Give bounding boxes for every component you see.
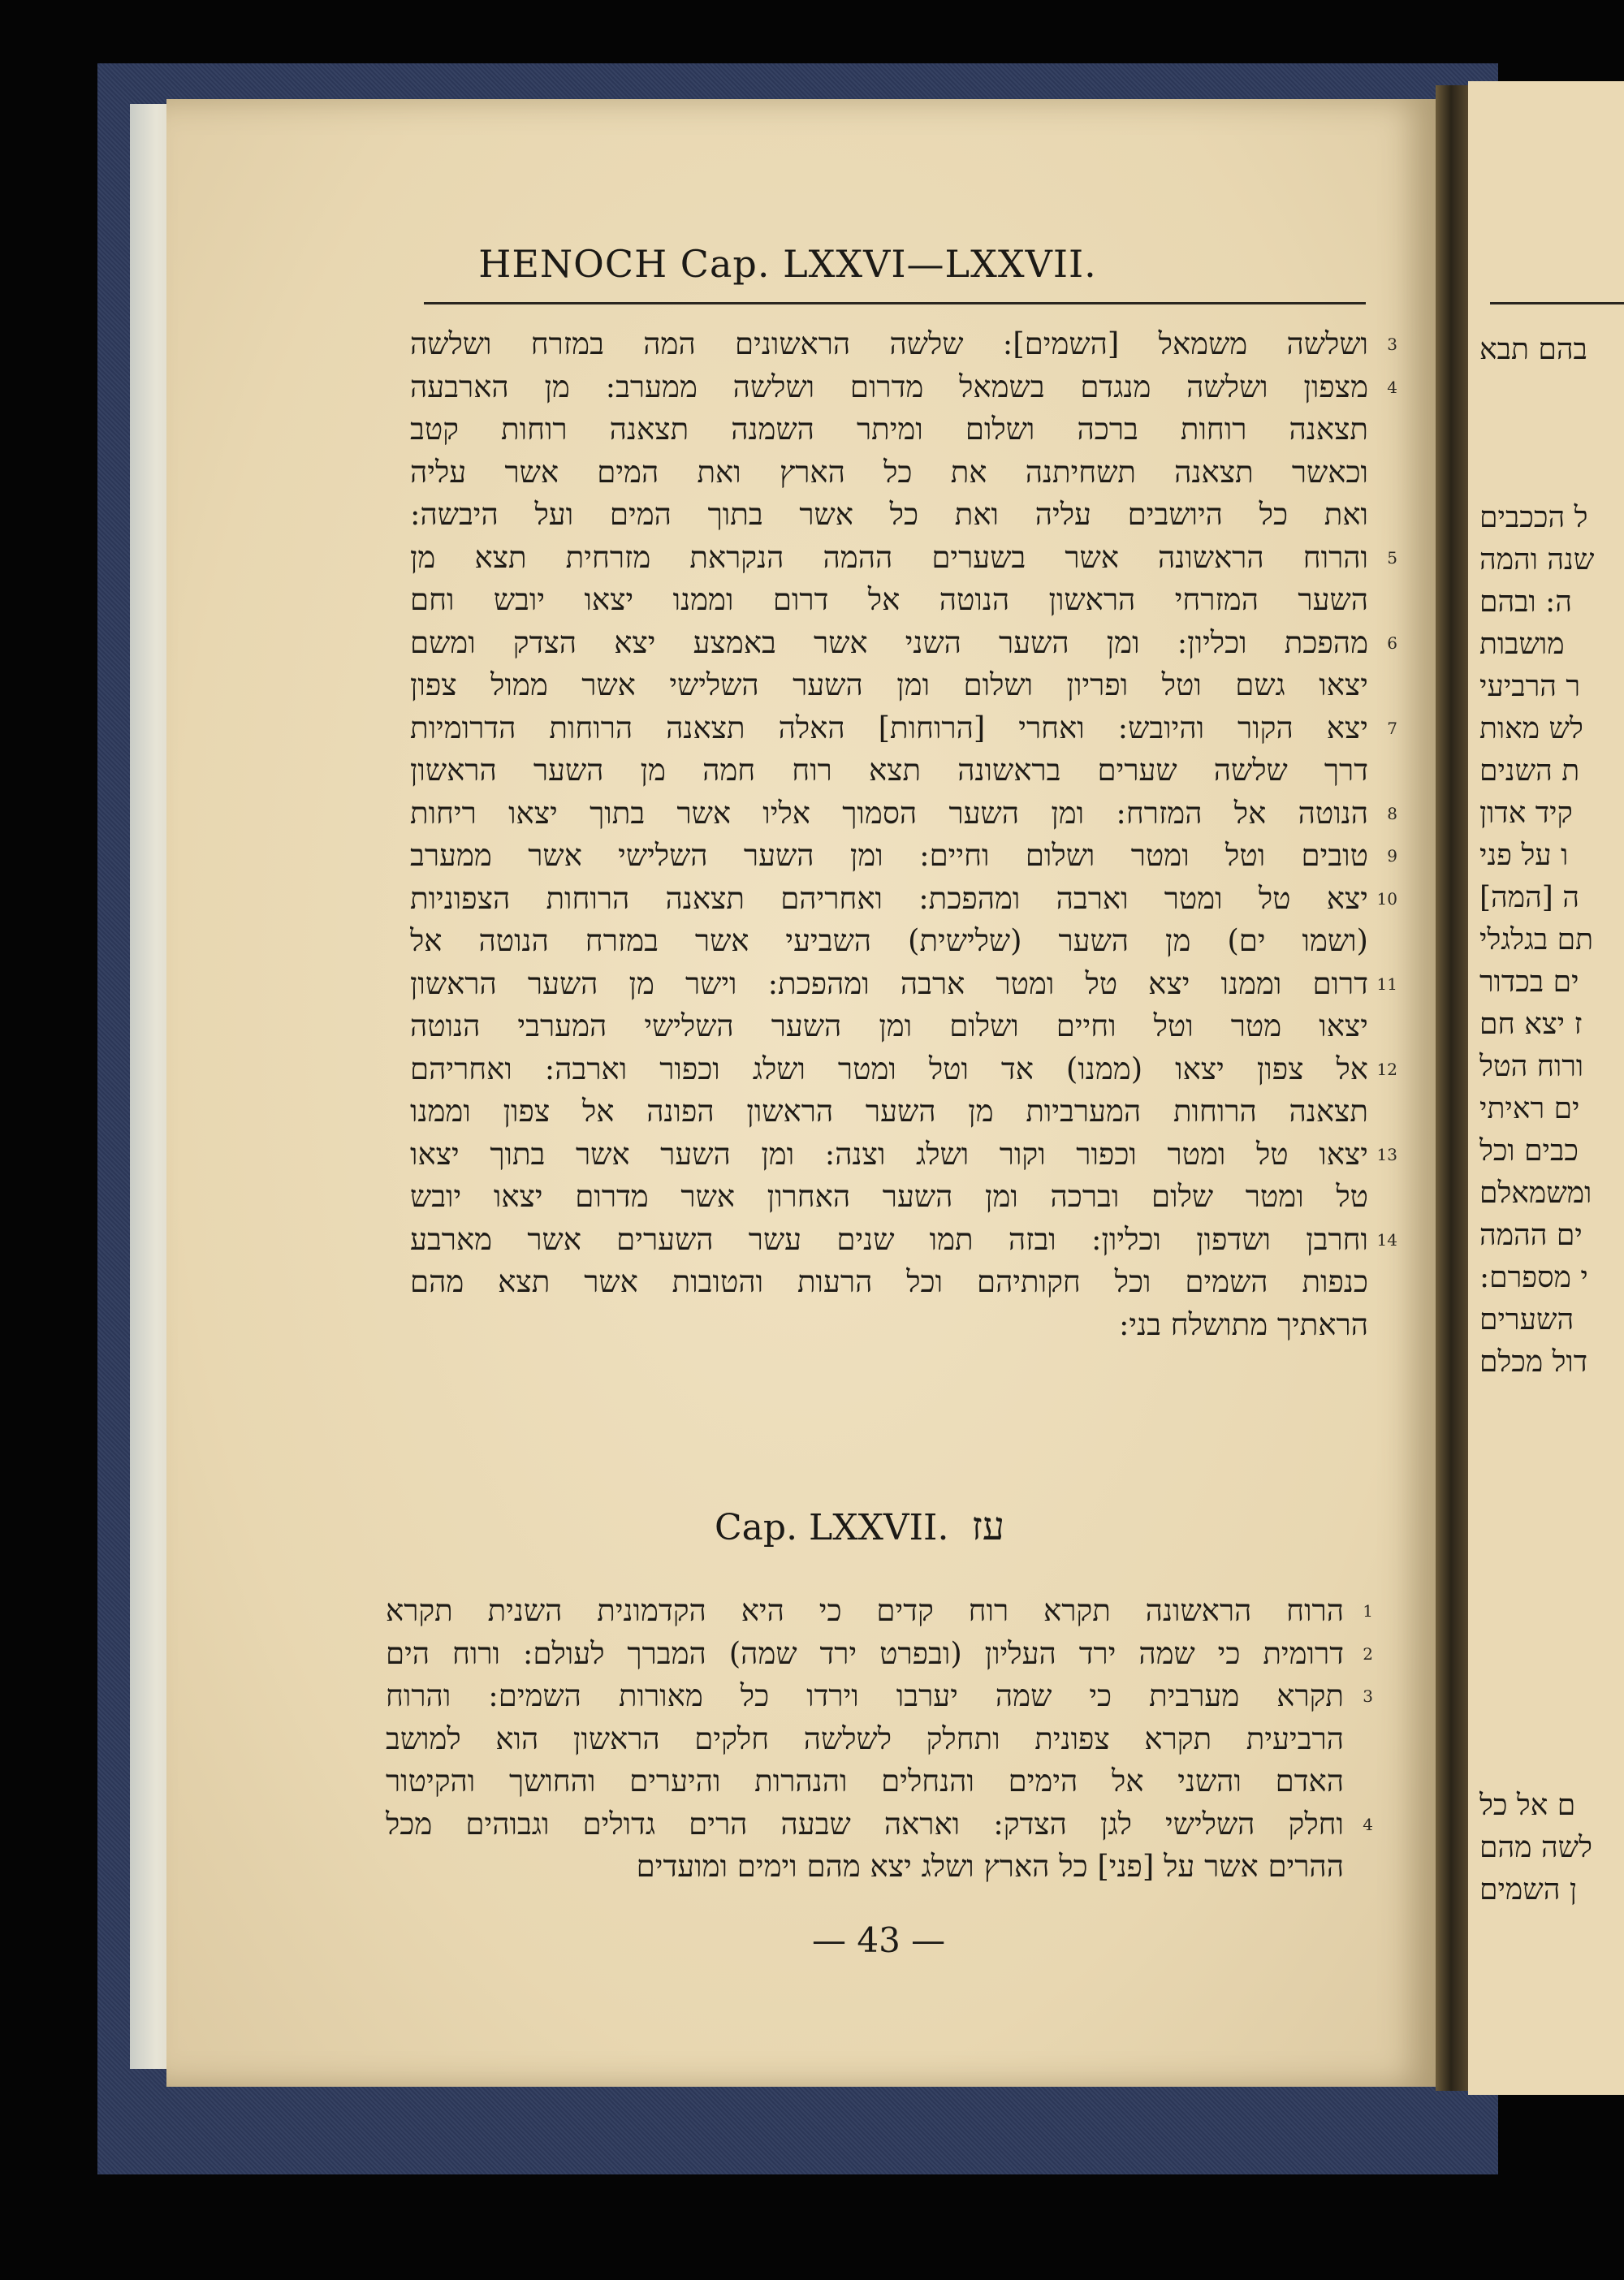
- text-line: [386, 1846, 1393, 1889]
- facing-page-text-top: [1479, 329, 1624, 371]
- facing-page-line: שנה והמה: [1479, 543, 1595, 576]
- text-line: [410, 579, 1417, 622]
- chapter-heading: [715, 1504, 1004, 1549]
- text-line: [410, 749, 1417, 792]
- text-line: [410, 1304, 1417, 1347]
- line-text: מהפכת וכליון: ומן השער השני אשר באמצע יצא הצדק ומשם: [410, 624, 1368, 660]
- text-line: [386, 1718, 1393, 1761]
- line-text: כנפות השמים וכל חקותיהם וכל הרעות והטובות אשר תצא מהם: [410, 1264, 1368, 1299]
- text-line: [410, 1219, 1417, 1262]
- text-line: [410, 878, 1417, 921]
- facing-page-line: ומשמאלם: [1479, 1177, 1592, 1210]
- text-line: [386, 1590, 1393, 1633]
- text-line: [410, 1176, 1417, 1219]
- line-text: ושלשה משמאל [השמים]: שלשה הראשונים המה במזרח ושלשה: [410, 326, 1368, 361]
- text-line: [410, 664, 1417, 707]
- facing-page-line: השערים: [1479, 1303, 1574, 1336]
- chapter-76-text: [410, 323, 1417, 1346]
- facing-page-line: י מספרם:: [1479, 1261, 1588, 1294]
- line-text: דרום וממנו יצא טל ומטר ארבה ומהפכת: וישר מן השער הראשון: [410, 965, 1368, 1001]
- facing-page-line: ת השנים: [1479, 754, 1580, 788]
- line-text: והרוח הראשונה אשר בשערים ההמה הנקראת מזרחית תצא מן: [410, 539, 1368, 575]
- verse-number: 14: [1376, 1229, 1397, 1250]
- page-number: — 43 —: [812, 1920, 946, 1960]
- line-text: הרביעית תקרא צפונית ותחלק לשלשה חלקים הראשון הוא למושב: [386, 1721, 1344, 1756]
- line-text: תקרא מערבית כי שמה יערבו וירדו כל מאורות השמים: והרוח: [386, 1678, 1344, 1713]
- line-text: יצא הקור והיובש: ואחרי [הרוחות] האלה תצאנה הרוחות הדרומיות: [410, 710, 1368, 745]
- verse-number: 4: [1387, 377, 1397, 397]
- verse-number: 2: [1363, 1643, 1373, 1664]
- text-line: [410, 1048, 1417, 1091]
- verse-number: 6: [1387, 633, 1397, 653]
- verse-number: 13: [1376, 1144, 1397, 1164]
- facing-page-text-bottom: [1479, 1785, 1624, 1911]
- facing-page-line: תם בגלגלי: [1479, 923, 1594, 956]
- text-line: [410, 323, 1417, 366]
- facing-page-line: ן השמים: [1479, 1873, 1578, 1906]
- text-line: [386, 1803, 1393, 1846]
- line-text: מצפון ושלשה מנגדם בשמאל מדרום ושלשה ממערב: מן הארבעה: [410, 369, 1368, 404]
- facing-page-line: ה: ובהם: [1479, 585, 1573, 619]
- text-line: [410, 1261, 1417, 1304]
- verse-number: 12: [1376, 1059, 1397, 1079]
- text-line: [410, 537, 1417, 580]
- verse-number: 5: [1387, 547, 1397, 568]
- line-text: תצאנה רוחות ברכה ושלום ומיתר השמנה תצאנה רוחות קטב: [410, 412, 1368, 447]
- facing-page-line: ל הככבים: [1479, 501, 1588, 534]
- text-line: [386, 1633, 1393, 1676]
- facing-page-line: דול מכלם: [1479, 1345, 1588, 1379]
- text-line: [410, 408, 1417, 451]
- text-line: [410, 1005, 1417, 1048]
- text-line: [410, 792, 1417, 836]
- line-text: וחרבן ושדפון וכליון: ובזה תמו שנים עשר השערים אשר מארבע: [410, 1221, 1368, 1257]
- text-line: [410, 707, 1417, 750]
- text-line: [386, 1675, 1393, 1718]
- line-text: יצא טל ומטר וארבה ומהפכת: ואחריהם תצאנה הרוחות הצפוניות: [410, 880, 1368, 916]
- line-text: יצאו מטר וטל וחיים ושלום ומן השער השלישי המערבי הנוטה: [410, 1008, 1368, 1043]
- verse-number: 1: [1363, 1601, 1373, 1621]
- line-text: האדם והשני אל הימים והנחלים והנהרות והיערים והחושך והקיטור: [386, 1764, 1344, 1799]
- facing-page-line: כבים וכל: [1479, 1134, 1579, 1168]
- text-line: [410, 366, 1417, 409]
- chapter-77-text: [386, 1590, 1393, 1889]
- header-rule: [424, 302, 1366, 304]
- facing-page-line: ים ראיתי: [1479, 1092, 1580, 1125]
- facing-page-line: ה [המה]: [1479, 881, 1579, 914]
- line-text: וחלק השלישי לגן הצדק: ואראה שבעה הרים גדולים וגבוהים מכל: [386, 1806, 1344, 1842]
- line-text: ההרים אשר על [פני] כל הארץ ושלג יצא מהם וימים ומועדים: [636, 1849, 1344, 1884]
- facing-page-line: ר הרביעי: [1479, 670, 1581, 703]
- line-text: דרך שלשה שערים בראשונה תצא רוח חמה מן השער הראשון: [410, 753, 1368, 788]
- verse-number: 4: [1363, 1814, 1373, 1834]
- line-text: תצאנה הרוחות המערביות מן השער הראשון הפונה אל צפון וממנו: [410, 1094, 1368, 1129]
- line-text: הנוטה אל המזרח: ומן השער הסמוך אליו אשר בתוך יצאו ריחות: [410, 795, 1368, 831]
- text-line: [386, 1760, 1393, 1803]
- text-line: [410, 920, 1417, 963]
- text-line: [410, 451, 1417, 494]
- line-text: יצאו טל ומטר וכפור וקור ושלג וצנה: ומן השער אשר בתוך יצאו: [410, 1136, 1368, 1172]
- text-line: [410, 963, 1417, 1006]
- line-text: ואת כל היושבים עליה ואת כל אשר בתוך המים ועל היבשה:: [410, 497, 1368, 532]
- facing-page-line: ים ההמה: [1479, 1219, 1583, 1252]
- verse-number: 11: [1376, 974, 1397, 994]
- line-text: הראתיך מתושלח בני:: [1118, 1306, 1368, 1342]
- text-line: [410, 835, 1417, 878]
- facing-page-line: ם אל כל: [1479, 1789, 1576, 1822]
- facing-page-line: לשה מהם: [1479, 1831, 1592, 1864]
- verse-number: 8: [1387, 803, 1397, 823]
- facing-header-rule: [1490, 302, 1624, 304]
- facing-page-line: בהם תבא: [1479, 333, 1587, 366]
- verse-number: 9: [1387, 846, 1397, 866]
- chapter-heading-hebrew: עז: [971, 1504, 1004, 1549]
- facing-page-text-middle: [1479, 497, 1624, 1384]
- verse-number: 10: [1376, 888, 1397, 909]
- line-text: יצאו גשם וטל ופריון ושלום ומן השער השלישי אשר ממול צפון: [410, 667, 1368, 702]
- line-text: דרומית כי שמה ירד העליון (ובפרט ירד שמה) המברך לעולם: ורוח הים: [386, 1635, 1344, 1671]
- book-gutter: [1436, 85, 1470, 2091]
- line-text: השער המזרחי הראשון הנוטה אל דרום וממנו יצאו יובש וחם: [410, 582, 1368, 617]
- verse-number: 3: [1363, 1686, 1373, 1706]
- text-line: [410, 494, 1417, 537]
- facing-page-line: קיד אדון: [1479, 797, 1573, 830]
- line-text: אל צפון יצאו (ממנו) אד וטל ומטר ושלג וכפור וארבה: ואחריהם: [410, 1051, 1368, 1086]
- line-text: וכאשר תצאנה תשחיתנה את כל הארץ ואת המים אשר עליה: [410, 454, 1368, 490]
- chapter-heading-latin: Cap. LXXVII.: [715, 1507, 949, 1548]
- line-text: (ושמו ים) מן השער (שלישית) השביעי אשר במזרח הנוטה אל: [410, 923, 1368, 958]
- facing-page-line: ו על פני: [1479, 839, 1569, 872]
- text-line: [410, 1090, 1417, 1134]
- text-line: [410, 622, 1417, 665]
- line-text: טובים וטל ומטר ושלום וחיים: ומן השער השלישי אשר ממערב: [410, 838, 1368, 873]
- line-text: הרוח הראשונה תקרא רוח קדים כי היא הקדמונית השנית תקרא: [386, 1593, 1344, 1628]
- facing-page-line: לש מאות: [1479, 712, 1583, 745]
- verse-number: 7: [1387, 718, 1397, 738]
- text-line: [410, 1134, 1417, 1177]
- facing-page-line: ז יצא חם: [1479, 1008, 1583, 1041]
- verse-number: 3: [1387, 335, 1397, 354]
- running-header: HENOCH Cap. LXXVI—LXXVII.: [478, 242, 1097, 286]
- line-text: טל ומטר שלום וברכה ומן השער האחרון אשר מדרום יצאו יובש: [410, 1179, 1368, 1214]
- facing-page-line: מושבות: [1479, 628, 1565, 661]
- facing-page-line: ורוח הטל: [1479, 1050, 1584, 1083]
- facing-page-line: ים בכדור: [1479, 965, 1579, 999]
